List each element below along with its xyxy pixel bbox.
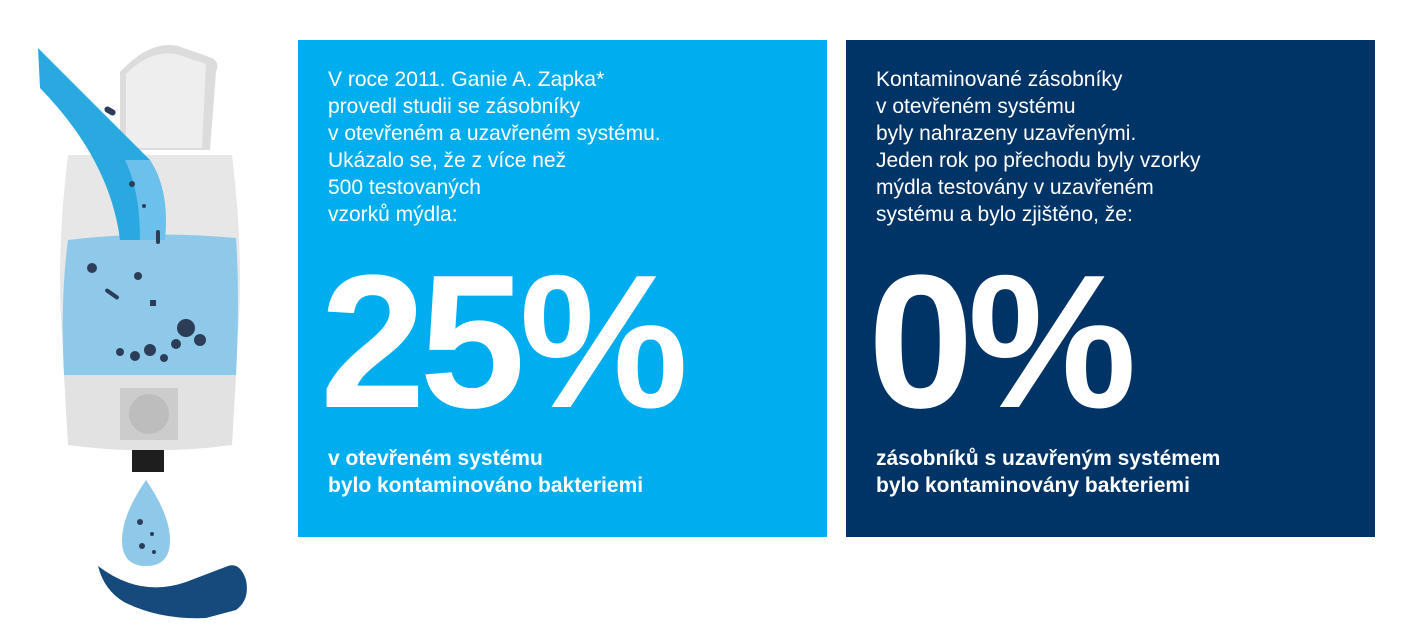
open-system-card [298, 40, 827, 537]
closed-system-percentage: 0% [868, 236, 1131, 448]
closed-system-result-text: zásobníků s uzavřeným systémem bylo kontaminovány bakteriemi [876, 447, 1221, 497]
droplet-icon [122, 480, 170, 566]
dispenser-lid-icon [120, 45, 217, 150]
soap-dispenser-illustration [0, 0, 290, 629]
closed-system-intro-text: Kontaminované zásobníky v otevřeném systému byly nahrazeny uzavřenými. Jeden rok po přechodu byly vzorky mýdla testovány v uzavřeném systému a bylo zjištěno, že: [876, 68, 1201, 226]
open-system-intro-text: V roce 2011. Ganie A. Zapka* provedl studii se zásobníky v otevřeném a uzavřeném systému. Ukázalo se, že z více než 500 testovaných vzorků mýdla: [328, 68, 661, 226]
closed-system-card [846, 40, 1375, 537]
open-system-result-text: v otevřeném systému bylo kontaminováno bakteriemi [328, 447, 644, 497]
hand-icon [98, 565, 247, 618]
open-system-percentage: 25% [320, 236, 683, 448]
